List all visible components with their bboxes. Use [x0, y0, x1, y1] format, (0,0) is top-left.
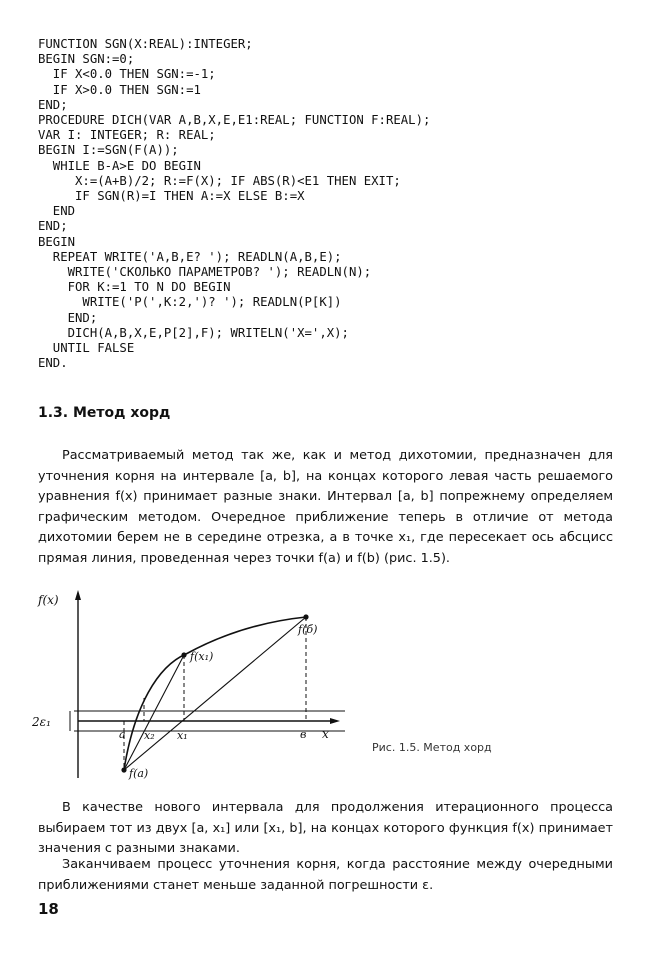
label-x2: x₂ — [144, 729, 155, 742]
code-line: IF X<0.0 THEN SGN:=-1; — [38, 67, 216, 82]
section-title: 1.3. Метод хорд — [38, 405, 171, 421]
label-fx1: f(x₁) — [190, 650, 214, 663]
code-line: END — [38, 204, 76, 219]
code-line: IF X>0.0 THEN SGN:=1 — [38, 82, 201, 97]
paragraph-intro: Рассматриваемый метод так же, как и метод дихотомии, предназначен для уточнения корня на интервале [a, b], на концах которого левая часть решаемого уравнения f(x) принимает разные знаки. Интервал [a, b] попрежнему определяем графическим методом. Очередное приближение теперь в отличие от метода дихотомии берем не в середине отрезка, а в точке x₁, где пересекает ось абсцисс прямая линия, проведенная через точки f(a) и f(b) (рис. 1.5). — [38, 448, 613, 566]
code-line: FOR K:=1 TO N DO BEGIN — [38, 280, 231, 295]
y-axis-arrow — [75, 590, 81, 600]
label-x-axis: x — [322, 727, 329, 741]
code-line: X:=(A+B)/2; R:=F(X); IF ABS(R)<E1 THEN EXIT; — [38, 173, 401, 188]
page-number: 18 — [38, 900, 59, 918]
label-fa: f(a) — [129, 767, 149, 780]
code-line: END; — [38, 310, 98, 325]
x-axis-arrow — [330, 718, 340, 724]
code-line: WHILE B-A>E DO BEGIN — [38, 158, 201, 173]
chord-method-figure — [30, 588, 350, 788]
paragraph-stop: Заканчиваем процесс уточнения корня, когда расстояние между очередными приближениями станет меньше заданной погрешности ε. — [38, 857, 613, 893]
label-b: в — [300, 728, 307, 741]
code-line: END. — [38, 356, 68, 371]
code-line: END; — [38, 219, 68, 234]
label-two-eps: 2ε₁ — [32, 715, 51, 729]
code-line: END; — [38, 97, 68, 112]
code-line: FUNCTION SGN(X:REAL):INTEGER; — [38, 37, 253, 51]
label-x1: x₁ — [177, 729, 188, 742]
point-fa — [121, 767, 126, 772]
code-line: UNTIL FALSE — [38, 341, 135, 356]
code-line: WRITE('P(',K:2,')? '); READLN(P[K]) — [38, 295, 342, 310]
point-fb — [303, 614, 308, 619]
code-line: BEGIN I:=SGN(F(A)); — [38, 143, 179, 158]
code-line: REPEAT WRITE('A,B,E? '); READLN(A,B,E); — [38, 249, 342, 264]
code-line: WRITE('СКОЛЬКО ПАРАМЕТРОВ? '); READLN(N); — [38, 265, 372, 280]
label-a: a — [119, 728, 126, 741]
code-listing — [38, 37, 430, 371]
code-line: DICH(A,B,X,E,P[2],F); WRITELN('X=',X); — [38, 325, 349, 340]
code-line: IF SGN(R)=I THEN A:=X ELSE B:=X — [38, 189, 305, 204]
code-line: VAR I: INTEGER; R: REAL; — [38, 128, 216, 143]
figure-caption: Рис. 1.5. Метод хорд — [372, 741, 492, 754]
label-y-axis: f(x) — [38, 593, 59, 607]
point-fx1 — [181, 652, 186, 657]
code-line: BEGIN SGN:=0; — [38, 52, 135, 67]
label-fb: f(б) — [298, 623, 318, 636]
code-line: PROCEDURE DICH(VAR A,B,X,E,E1:REAL; FUNCTION F:REAL); — [38, 113, 431, 128]
code-line: BEGIN — [38, 234, 76, 249]
chord-a-x1 — [124, 655, 184, 770]
paragraph-interval: В качестве нового интервала для продолжения итерационного процесса выбираем тот из двух [a, x₁] или [x₁, b], на концах которого функция f(x) принимает значения с разными знаками. — [38, 800, 613, 857]
